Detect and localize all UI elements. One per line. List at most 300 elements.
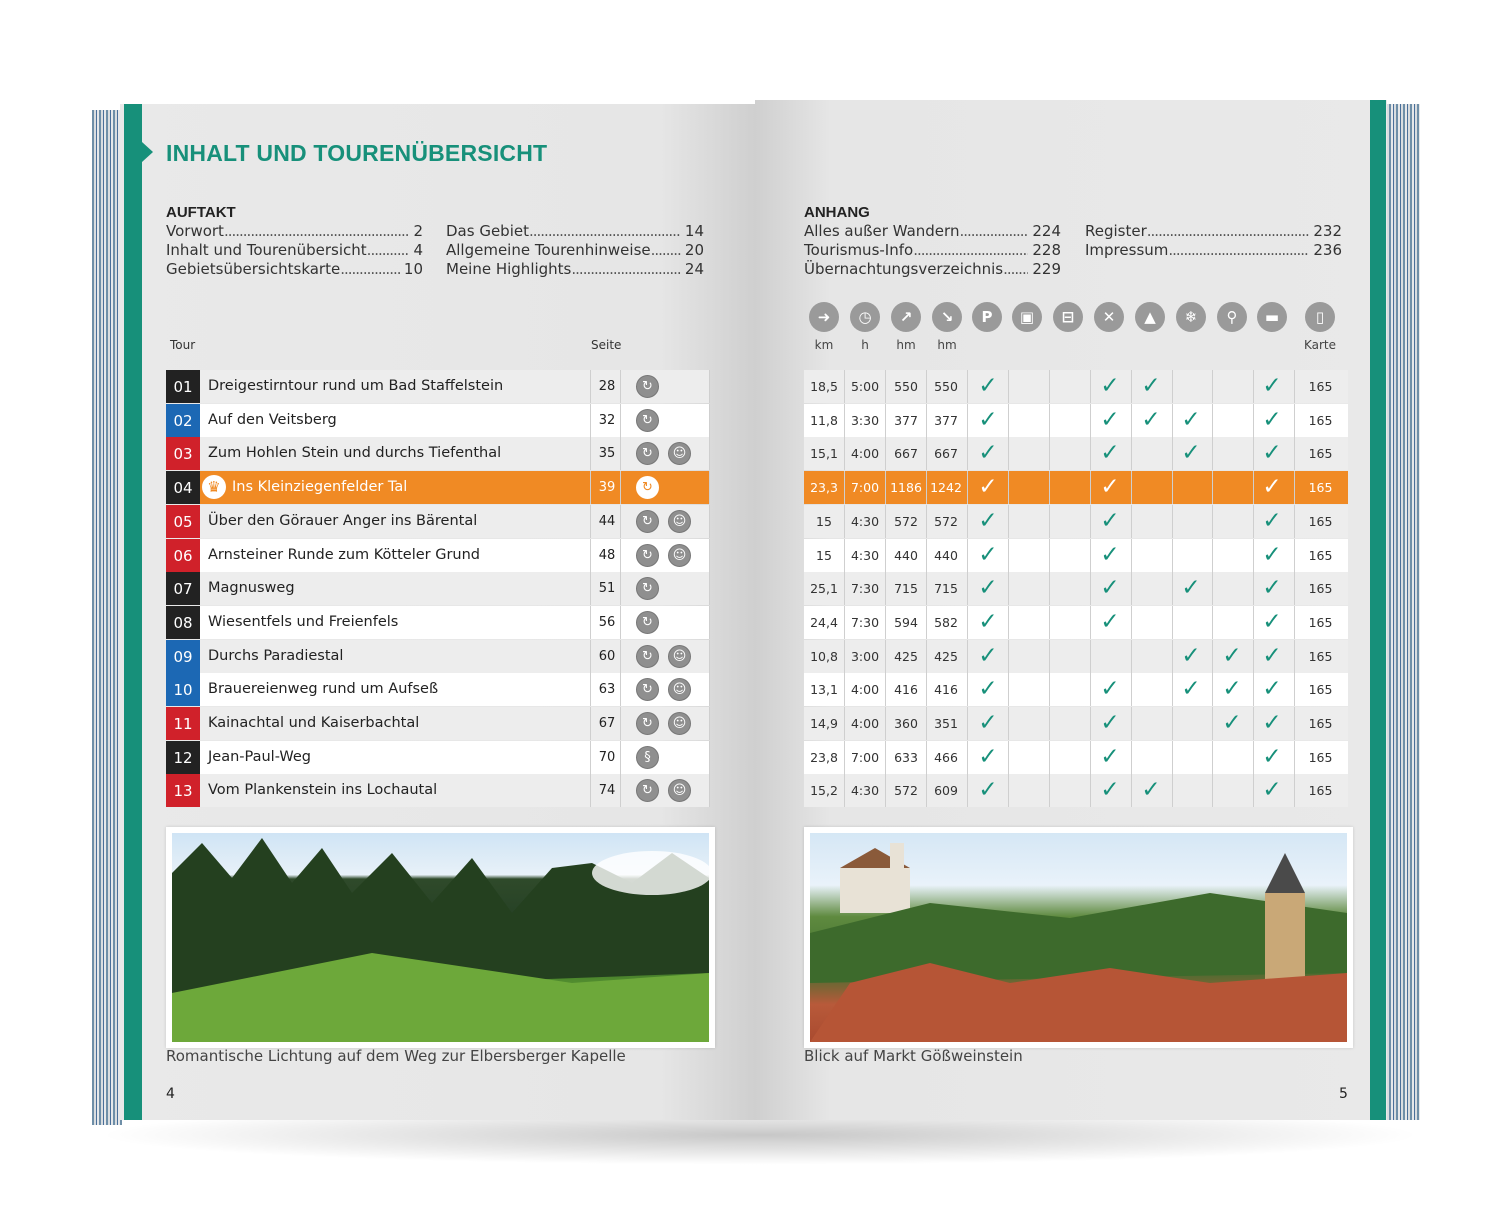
cell-divider	[709, 404, 710, 437]
cell-divider	[590, 774, 591, 807]
cell-divider	[926, 774, 927, 807]
cell-divider	[1294, 572, 1295, 605]
tour-distance: 15,1	[810, 446, 838, 461]
anhang-title: ANHANG	[804, 204, 870, 221]
toc-entry-dots	[1003, 260, 1028, 279]
check-icon: ✓	[1181, 643, 1201, 669]
cell-divider	[1294, 707, 1295, 740]
toc-entry[interactable]	[446, 222, 704, 241]
toc-entry-dots	[651, 241, 681, 260]
cell-divider	[590, 404, 591, 437]
cell-divider	[590, 640, 591, 673]
cell-divider	[709, 741, 710, 774]
family-icon: ☺	[668, 712, 691, 735]
round-tour-icon: ↻	[636, 409, 659, 432]
cell-divider	[1172, 606, 1173, 639]
check-icon: ✓	[1141, 407, 1161, 433]
cell-divider	[926, 370, 927, 403]
cell-divider	[1008, 707, 1009, 740]
cell-divider	[1008, 572, 1009, 605]
toc-auftakt-col1	[166, 222, 423, 279]
tour-distance: 23,8	[810, 750, 838, 765]
cell-divider	[926, 437, 927, 470]
tour-number: 01	[166, 370, 200, 403]
cell-divider	[1212, 471, 1213, 504]
toc-entry-label: Gebietsübersichtskarte	[166, 260, 341, 278]
cell-divider	[620, 539, 621, 572]
check-icon: ✓	[978, 440, 998, 466]
check-icon: ✓	[1262, 710, 1282, 736]
tour-map-number: 165	[1308, 514, 1333, 529]
forest-illustration	[172, 833, 709, 1042]
check-icon: ✓	[1262, 508, 1282, 534]
round-tour-icon: ↻	[636, 375, 659, 398]
tour-distance: 15,2	[810, 783, 838, 798]
tour-descent: 715	[934, 581, 958, 596]
check-icon: ✓	[1262, 474, 1282, 500]
symbol-unit-label: h	[861, 338, 869, 352]
toc-entry-page: 232	[1313, 222, 1342, 240]
tour-descent: 466	[934, 750, 958, 765]
column-header-seite: Seite	[591, 338, 622, 352]
hut-icon: ▲	[1135, 302, 1165, 332]
table-row-details	[804, 640, 1348, 673]
table-row-details	[804, 572, 1348, 605]
page-title: INHALT UND TOURENÜBERSICHT	[166, 140, 548, 166]
cell-divider	[590, 471, 591, 504]
cell-divider	[885, 437, 886, 470]
toc-entry-label: Allgemeine Tourenhinweise	[446, 241, 651, 259]
caption-left: Romantische Lichtung auf dem Weg zur Elbersberger Kapelle	[166, 1047, 626, 1065]
tour-name[interactable]: Kainachtal und Kaiserbachtal	[208, 715, 420, 731]
tour-page: 70	[598, 750, 616, 765]
tour-duration: 4:00	[850, 682, 880, 697]
tour-descent: 440	[934, 548, 958, 563]
tour-page: 48	[598, 548, 616, 563]
cell-divider	[885, 707, 886, 740]
toc-anhang-col2	[1085, 222, 1342, 260]
table-row[interactable]	[166, 572, 709, 605]
round-tour-icon: ↻	[636, 779, 659, 802]
cell-divider	[1131, 505, 1132, 538]
check-icon: ✓	[978, 643, 998, 669]
cell-divider	[1212, 774, 1213, 807]
cell-divider	[709, 707, 710, 740]
tour-page: 51	[598, 581, 616, 596]
tour-distance: 24,4	[810, 615, 838, 630]
toc-anhang-col1	[804, 222, 1061, 279]
round-tour-icon: ↻	[636, 476, 659, 499]
tour-ascent: 572	[894, 514, 918, 529]
cell-divider	[844, 471, 845, 504]
tour-page: 39	[598, 480, 616, 495]
table-row[interactable]	[166, 539, 709, 572]
cell-divider	[844, 707, 845, 740]
tour-map-number: 165	[1308, 480, 1333, 495]
tour-map-number: 165	[1308, 446, 1333, 461]
tour-name[interactable]: Über den Görauer Anger ins Bärental	[208, 513, 478, 529]
cell-divider	[926, 471, 927, 504]
round-tour-icon: ↻	[636, 577, 659, 600]
tour-duration: 4:30	[850, 783, 880, 798]
round-tour-icon: ↻	[636, 510, 659, 533]
teal-band-left	[124, 104, 142, 1120]
table-row-details	[804, 774, 1348, 807]
check-icon: ✓	[978, 407, 998, 433]
table-row-details	[804, 370, 1348, 403]
cell-divider	[709, 539, 710, 572]
cell-divider	[844, 606, 845, 639]
accommodation-icon: ▬	[1257, 302, 1287, 332]
tour-descent: 1242	[930, 480, 962, 495]
cell-divider	[1049, 471, 1050, 504]
toc-entry[interactable]	[166, 241, 423, 260]
tour-page: 63	[598, 682, 616, 697]
cell-divider	[844, 539, 845, 572]
family-icon: ☺	[668, 442, 691, 465]
tour-duration: 5:00	[850, 379, 880, 394]
table-row[interactable]	[166, 471, 709, 504]
check-icon: ✓	[978, 609, 998, 635]
toc-entry[interactable]	[166, 222, 423, 241]
check-icon: ✓	[1181, 575, 1201, 601]
tour-duration: 3:30	[850, 413, 880, 428]
table-row[interactable]	[166, 741, 709, 774]
tour-name[interactable]: Auf den Veitsberg	[208, 412, 337, 428]
table-row[interactable]	[166, 774, 709, 807]
cell-divider	[709, 606, 710, 639]
cell-divider	[1131, 539, 1132, 572]
tour-ascent: 594	[894, 615, 918, 630]
cell-divider	[620, 471, 621, 504]
cell-divider	[1131, 707, 1132, 740]
round-tour-icon: ↻	[636, 678, 659, 701]
table-row[interactable]	[166, 437, 709, 470]
check-icon: ✓	[978, 744, 998, 770]
map-icon: ▯	[1305, 302, 1335, 332]
cell-divider	[1049, 370, 1050, 403]
tour-name[interactable]: Arnsteiner Runde zum Kötteler Grund	[208, 547, 481, 563]
cell-divider	[1212, 404, 1213, 437]
tour-distance: 25,1	[810, 581, 838, 596]
tour-name[interactable]: Durchs Paradiestal	[208, 648, 344, 664]
tour-descent: 351	[934, 716, 958, 731]
tour-number: 12	[166, 741, 200, 774]
check-icon: ✓	[1262, 575, 1282, 601]
teal-band-right	[1370, 100, 1386, 1120]
toc-entry-page: 4	[413, 241, 423, 259]
cell-divider	[885, 741, 886, 774]
toc-entry-page: 14	[684, 222, 704, 240]
cell-divider	[1049, 741, 1050, 774]
cell-divider	[620, 505, 621, 538]
cell-divider	[1131, 437, 1132, 470]
toc-entry[interactable]	[446, 260, 704, 279]
tour-page: 32	[598, 413, 616, 428]
cell-divider	[590, 572, 591, 605]
tour-distance: 11,8	[810, 413, 838, 428]
tour-number: 06	[166, 539, 200, 572]
cell-divider	[1049, 572, 1050, 605]
table-row[interactable]	[166, 640, 709, 673]
tour-duration: 7:00	[850, 750, 880, 765]
toc-entry-label: Alles außer Wandern	[804, 222, 960, 240]
check-icon: ✓	[1262, 609, 1282, 635]
tour-name[interactable]: Vom Plankenstein ins Lochautal	[208, 782, 438, 798]
cell-divider	[1294, 640, 1295, 673]
tour-map-number: 165	[1308, 379, 1333, 394]
cell-divider	[1294, 673, 1295, 706]
tour-distance: 14,9	[810, 716, 838, 731]
cell-divider	[885, 606, 886, 639]
cell-divider	[926, 572, 927, 605]
tour-descent: 550	[934, 379, 958, 394]
cell-divider	[1090, 640, 1091, 673]
cell-divider	[1049, 606, 1050, 639]
cell-divider	[926, 505, 927, 538]
toc-entry-page: 20	[684, 241, 704, 259]
tour-name[interactable]: Brauereienweg rund um Aufseß	[208, 681, 439, 697]
cell-divider	[1172, 774, 1173, 807]
cell-divider	[844, 673, 845, 706]
cell-divider	[709, 437, 710, 470]
tour-ascent: 440	[894, 548, 918, 563]
cell-divider	[1294, 404, 1295, 437]
cell-divider	[620, 370, 621, 403]
check-icon: ✓	[1141, 777, 1161, 803]
toc-entry[interactable]	[804, 260, 1061, 279]
round-tour-icon: ↻	[636, 442, 659, 465]
clock-icon: ◷	[850, 302, 880, 332]
page-number-left: 4	[166, 1086, 175, 1102]
highlight-crown-icon: ♛	[202, 475, 226, 499]
check-icon: ✓	[1262, 373, 1282, 399]
toc-entry[interactable]	[166, 260, 423, 279]
toc-entry[interactable]	[446, 241, 704, 260]
check-icon: ✓	[978, 542, 998, 568]
caption-right: Blick auf Markt Gößweinstein	[804, 1047, 1023, 1065]
toc-entry-label: Das Gebiet	[446, 222, 529, 240]
cell-divider	[1049, 539, 1050, 572]
cell-divider	[1008, 640, 1009, 673]
cell-divider	[1131, 673, 1132, 706]
tour-map-number: 165	[1308, 649, 1333, 664]
cell-divider	[1049, 404, 1050, 437]
check-icon: ✓	[1181, 440, 1201, 466]
check-icon: ✓	[978, 508, 998, 534]
cell-divider	[590, 539, 591, 572]
table-row-details	[804, 505, 1348, 538]
family-icon: ☺	[668, 510, 691, 533]
cell-divider	[1008, 774, 1009, 807]
cell-divider	[709, 774, 710, 807]
cell-divider	[1049, 707, 1050, 740]
cell-divider	[885, 505, 886, 538]
tour-distance: 15	[816, 548, 832, 563]
cell-divider	[885, 370, 886, 403]
table-row[interactable]	[166, 673, 709, 706]
tour-descent: 377	[934, 413, 958, 428]
toc-entry[interactable]	[1085, 241, 1342, 260]
check-icon: ✓	[1100, 542, 1120, 568]
toc-entry-page: 2	[413, 222, 423, 240]
toc-auftakt-col2	[446, 222, 704, 279]
cell-divider	[620, 707, 621, 740]
tour-duration: 7:30	[850, 615, 880, 630]
table-row[interactable]	[166, 707, 709, 740]
toc-entry[interactable]	[1085, 222, 1342, 241]
check-icon: ✓	[1262, 676, 1282, 702]
table-row[interactable]	[166, 606, 709, 639]
check-icon: ✓	[1100, 440, 1120, 466]
photo-forest-clearing	[166, 827, 715, 1048]
cell-divider	[1008, 741, 1009, 774]
cell-divider	[1131, 606, 1132, 639]
cell-divider	[620, 437, 621, 470]
cell-divider	[1172, 707, 1173, 740]
cell-divider	[1049, 774, 1050, 807]
toc-entry-page: 24	[684, 260, 704, 278]
check-icon: ✓	[1262, 440, 1282, 466]
check-icon: ✓	[978, 777, 998, 803]
tour-name[interactable]: Magnusweg	[208, 580, 295, 596]
cell-divider	[1172, 505, 1173, 538]
tour-name[interactable]: Dreigestirntour rund um Bad Staffelstein	[208, 378, 504, 394]
cable-car-icon: ⊟	[1053, 302, 1083, 332]
tour-name[interactable]: Zum Hohlen Stein und durchs Tiefenthal	[208, 445, 502, 461]
check-icon: ✓	[1262, 777, 1282, 803]
tour-page: 74	[598, 783, 616, 798]
cell-divider	[926, 606, 927, 639]
check-icon: ✓	[978, 575, 998, 601]
check-icon: ✓	[1100, 373, 1120, 399]
tour-map-number: 165	[1308, 682, 1333, 697]
descent-icon: ↘	[932, 302, 962, 332]
toc-entry-label: Vorwort	[166, 222, 224, 240]
round-tour-icon: ↻	[636, 645, 659, 668]
toc-entry-dots	[529, 222, 681, 241]
auftakt-title: AUFTAKT	[166, 204, 236, 221]
table-row[interactable]	[166, 404, 709, 437]
toc-entry-label: Register	[1085, 222, 1147, 240]
check-icon: ✓	[1100, 575, 1120, 601]
cell-divider	[1212, 572, 1213, 605]
one-way-tour-icon: §	[636, 746, 659, 769]
table-row-details	[804, 707, 1348, 740]
tour-ascent: 425	[894, 649, 918, 664]
toc-entry-label: Inhalt und Tourenübersicht	[166, 241, 367, 259]
cell-divider	[1131, 640, 1132, 673]
tour-descent: 572	[934, 514, 958, 529]
tour-page: 60	[598, 649, 616, 664]
cell-divider	[885, 404, 886, 437]
toc-entry[interactable]	[804, 222, 1061, 241]
cell-divider	[885, 572, 886, 605]
cell-divider	[844, 640, 845, 673]
toc-entry-dots	[1147, 222, 1310, 241]
tour-number: 13	[166, 774, 200, 807]
toc-entry-label: Tourismus-Info	[804, 241, 914, 259]
cell-divider	[590, 673, 591, 706]
cell-divider	[1172, 370, 1173, 403]
tour-name[interactable]: Wiesentfels und Freienfels	[208, 614, 399, 630]
check-icon: ✓	[1181, 407, 1201, 433]
cell-divider	[590, 741, 591, 774]
toc-entry-dots	[1168, 241, 1309, 260]
tour-duration: 7:30	[850, 581, 880, 596]
cell-divider	[590, 505, 591, 538]
tour-number: 05	[166, 505, 200, 538]
tour-name[interactable]: Jean-Paul-Weg	[208, 749, 311, 765]
tour-map-number: 165	[1308, 615, 1333, 630]
bus-icon: ▣	[1012, 302, 1042, 332]
cell-divider	[1294, 437, 1295, 470]
table-row[interactable]	[166, 370, 709, 403]
toc-entry[interactable]	[804, 241, 1061, 260]
round-tour-icon: ↻	[636, 544, 659, 567]
cell-divider	[1049, 505, 1050, 538]
check-icon: ✓	[1181, 676, 1201, 702]
check-icon: ✓	[1100, 676, 1120, 702]
tour-descent: 416	[934, 682, 958, 697]
tour-page: 35	[598, 446, 616, 461]
cell-divider	[1172, 539, 1173, 572]
toc-entry-page: 10	[403, 260, 423, 278]
tour-ascent: 1186	[890, 480, 922, 495]
cell-divider	[885, 774, 886, 807]
tour-ascent: 633	[894, 750, 918, 765]
table-row[interactable]	[166, 505, 709, 538]
cell-divider	[844, 774, 845, 807]
cell-divider	[844, 437, 845, 470]
table-row-details	[804, 673, 1348, 706]
symbol-unit-label: Karte	[1303, 338, 1337, 352]
check-icon: ✓	[978, 373, 998, 399]
check-icon: ✓	[978, 710, 998, 736]
cell-divider	[885, 640, 886, 673]
tour-descent: 425	[934, 649, 958, 664]
cell-divider	[1008, 539, 1009, 572]
tour-map-number: 165	[1308, 548, 1333, 563]
tour-map-number: 165	[1308, 413, 1333, 428]
tour-duration: 7:00	[850, 480, 880, 495]
tour-map-number: 165	[1308, 750, 1333, 765]
family-icon: ☺	[668, 544, 691, 567]
cell-divider	[926, 741, 927, 774]
ascent-icon: ↗	[891, 302, 921, 332]
cell-divider	[620, 572, 621, 605]
cell-divider	[1294, 741, 1295, 774]
tour-ascent: 550	[894, 379, 918, 394]
tour-name[interactable]	[208, 471, 407, 504]
toc-entry-dots	[224, 222, 410, 241]
check-icon: ✓	[1100, 744, 1120, 770]
cell-divider	[1172, 471, 1173, 504]
tour-ascent: 572	[894, 783, 918, 798]
cell-divider	[620, 673, 621, 706]
cell-divider	[926, 673, 927, 706]
cell-divider	[926, 404, 927, 437]
cell-divider	[590, 707, 591, 740]
cell-divider	[844, 404, 845, 437]
round-tour-icon: ↻	[636, 712, 659, 735]
check-icon: ✓	[1262, 407, 1282, 433]
cell-divider	[620, 606, 621, 639]
cell-divider	[709, 370, 710, 403]
check-icon: ✓	[1222, 676, 1242, 702]
toc-entry-label: Meine Highlights	[446, 260, 572, 278]
toc-entry-page: 229	[1032, 260, 1061, 278]
